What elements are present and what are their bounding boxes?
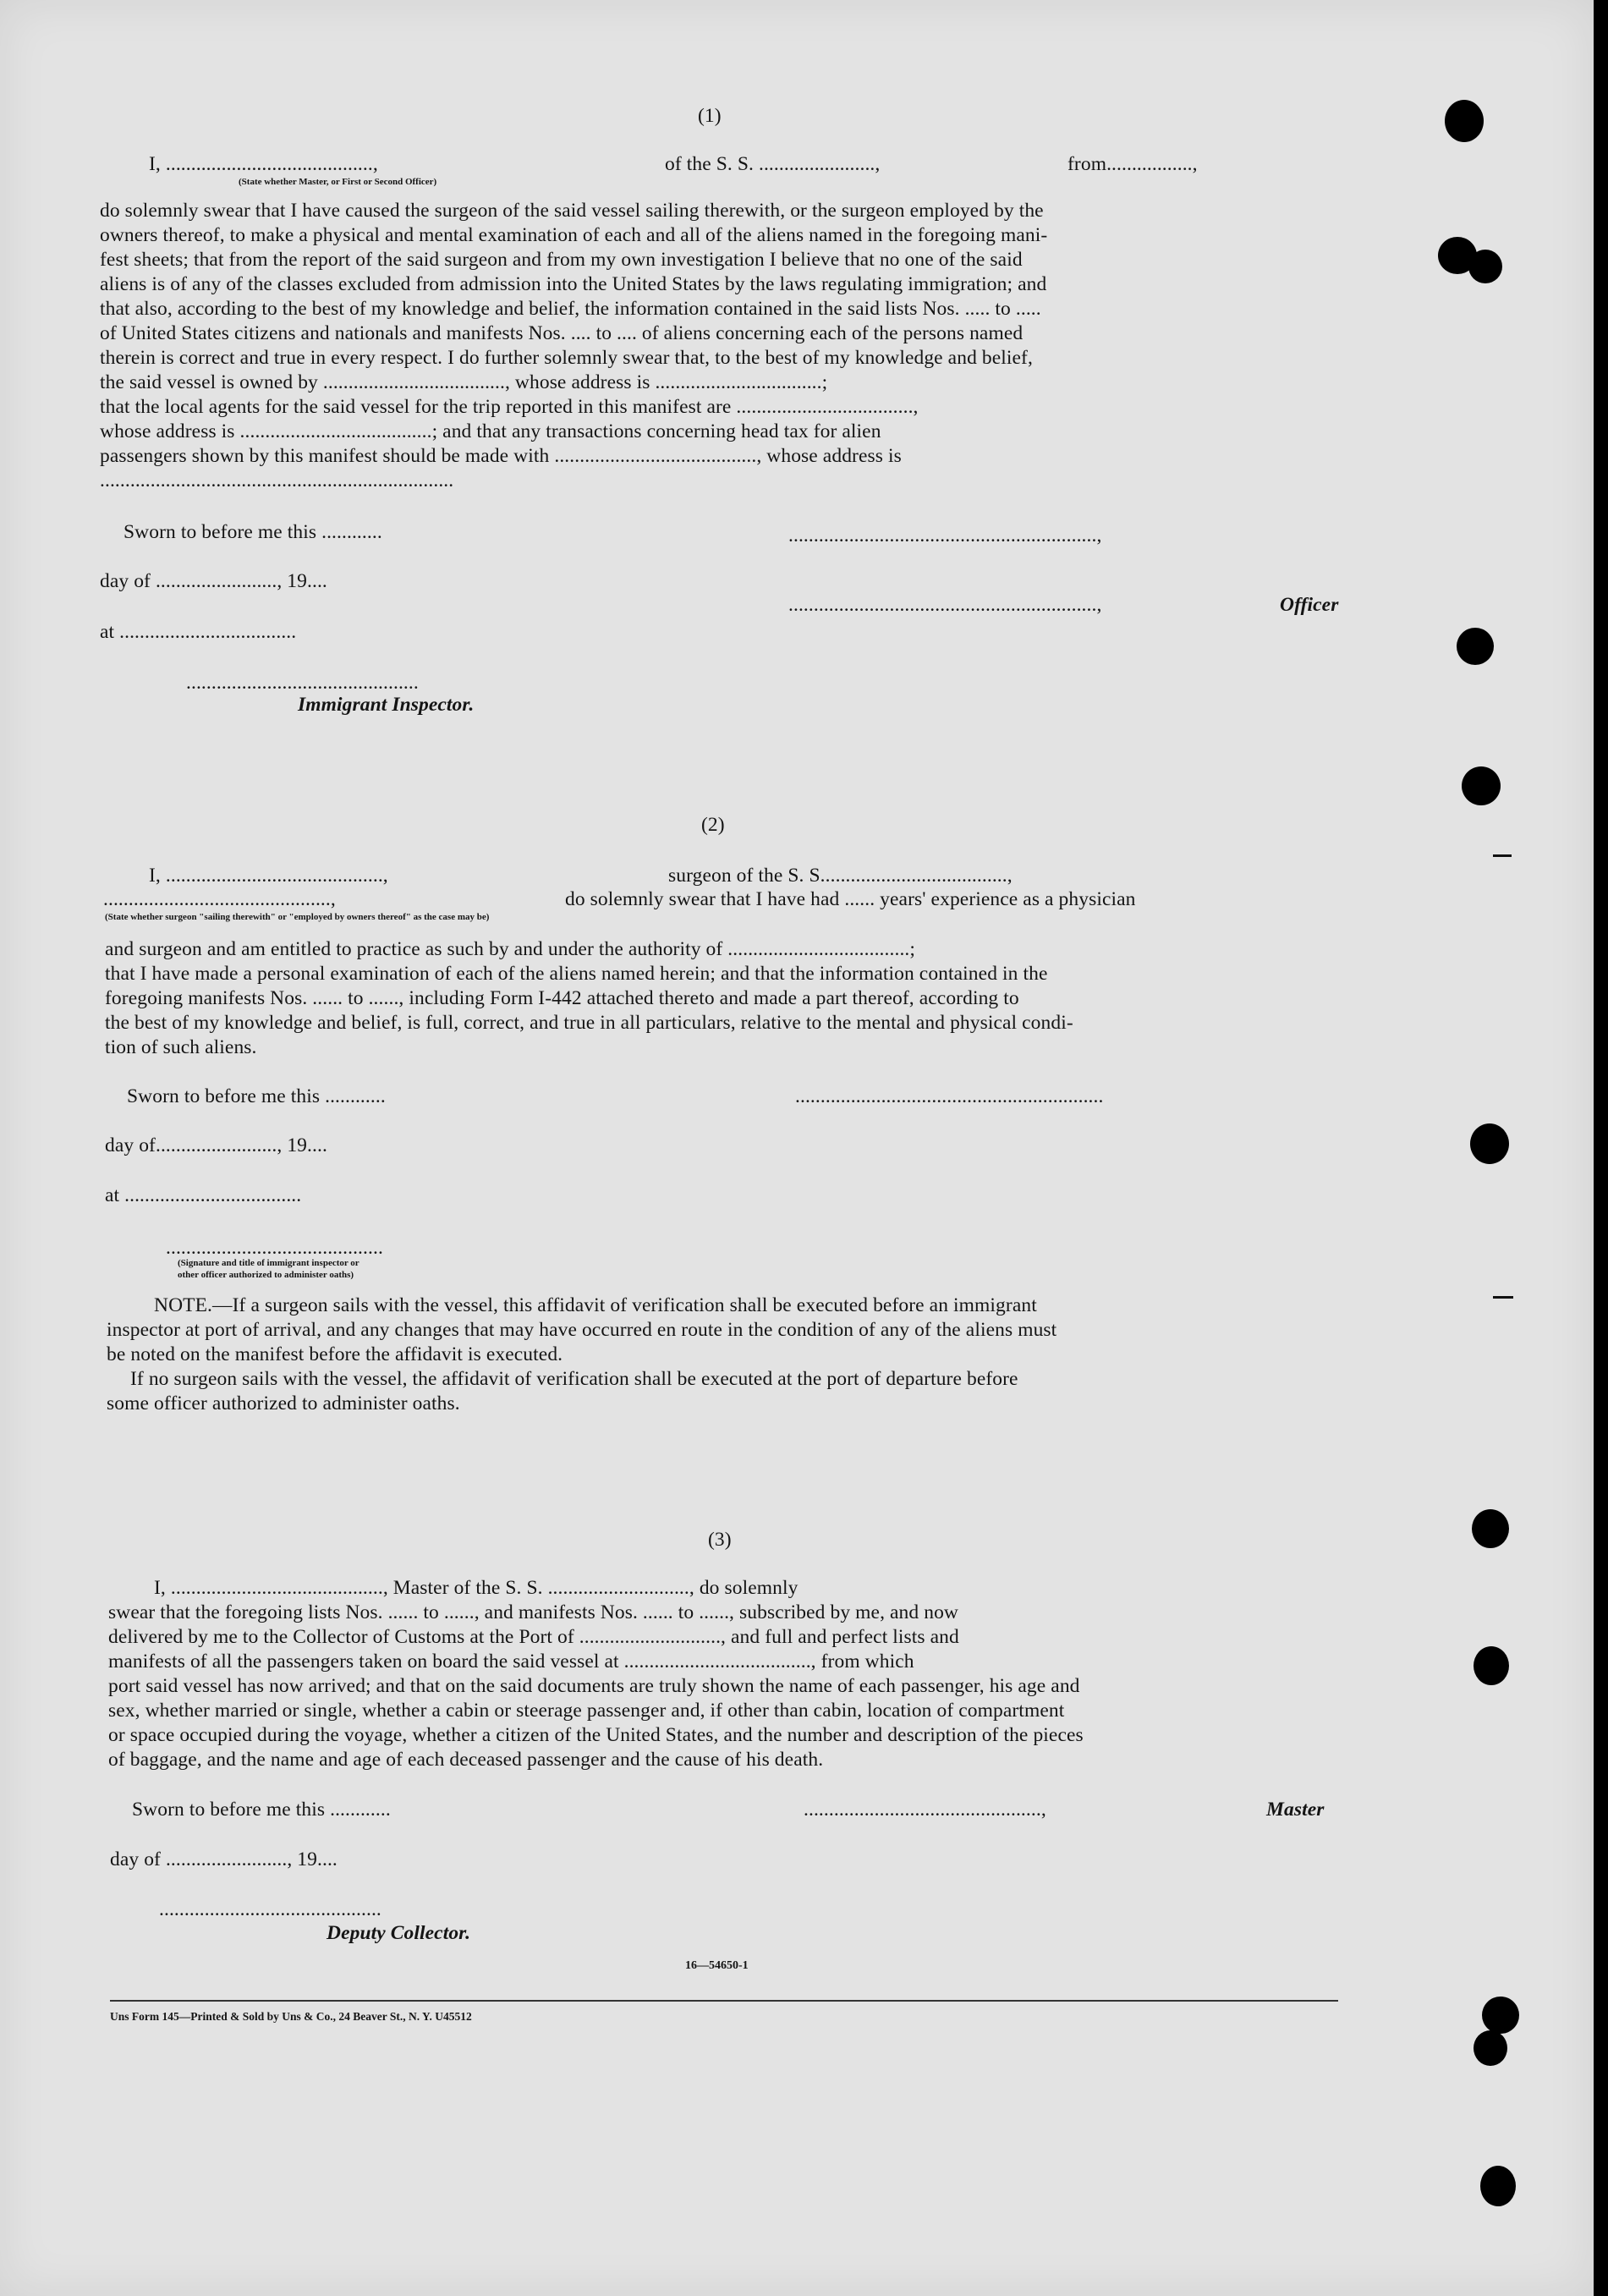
s1-text-line: ...................................................................... <box>100 470 454 492</box>
s1-text-line: fest sheets; that from the report of the said surgeon and from my own investigation I believe that no one of the said <box>100 249 1023 271</box>
s2-at: at ................................... <box>105 1184 302 1206</box>
edge-mark <box>1493 1296 1513 1299</box>
s2-text-line: tion of such aliens. <box>105 1036 257 1058</box>
s1-at: at ................................... <box>100 621 297 643</box>
s1-line-officer: I, ........................................., <box>149 153 378 175</box>
s2-note-line: be noted on the manifest before the affidavit is executed. <box>107 1343 563 1365</box>
punch-hole <box>1472 1509 1509 1548</box>
s2-status-note: (State whether surgeon "sailing therewith" or "employed by owners thereof" as the case may be) <box>105 912 490 922</box>
punch-hole <box>1457 628 1494 665</box>
s1-sworn: Sworn to before me this ............ <box>123 521 382 543</box>
footer-rule <box>110 2000 1338 2002</box>
punch-hole <box>1462 766 1501 805</box>
form-code: 16—54650-1 <box>685 1959 749 1972</box>
s1-day: day of ........................, 19.... <box>100 570 327 592</box>
s2-text-line: the best of my knowledge and belief, is full, correct, and true in all particulars, relative to the mental and physical condi- <box>105 1012 1073 1034</box>
s2-day: day of........................, 19.... <box>105 1134 327 1156</box>
s3-collector-signature-line: ............................................ <box>159 1898 381 1920</box>
s3-text-line: I, .........................................., Master of the S. S. ............................, do solemnly <box>154 1577 799 1599</box>
punch-hole <box>1445 100 1484 142</box>
s2-sworn: Sworn to before me this ............ <box>127 1085 386 1107</box>
s1-text-line: the said vessel is owned by ...................................., whose address is .................................; <box>100 371 828 393</box>
s3-text-line: sex, whether married or single, whether a cabin or steerage passenger and, if other than cabin, location of compartment <box>108 1700 1065 1722</box>
s2-note-line: some officer authorized to administer oaths. <box>107 1392 460 1414</box>
punch-hole <box>1474 1646 1509 1685</box>
s2-line-surgeon: I, ..........................................., <box>149 865 388 887</box>
s2-text-line: foregoing manifests Nos. ...... to ......, including Form I-442 attached thereto and made a part thereof, according to <box>105 987 1019 1009</box>
s3-text-line: delivered by me to the Collector of Customs at the Port of ............................, and full and perfect lists and <box>108 1626 959 1648</box>
s1-officer-label: Officer <box>1280 594 1339 616</box>
s1-line-vessel: of the S. S. ......................., <box>665 153 881 175</box>
s1-text-line: of United States citizens and nationals and manifests Nos. .... to .... of aliens concerning each of the persons named <box>100 322 1024 344</box>
s1-text-line: passengers shown by this manifest should be made with ........................................, whose address is <box>100 445 902 467</box>
s1-line-from: from................., <box>1067 153 1198 175</box>
s3-collector-label: Deputy Collector. <box>327 1922 471 1944</box>
s1-text-line: owners thereof, to make a physical and mental examination of each and all of the aliens named in the foregoing mani- <box>100 224 1048 246</box>
punch-hole <box>1468 250 1502 283</box>
s3-day: day of ........................, 19.... <box>110 1848 338 1870</box>
s1-text-line: that also, according to the best of my knowledge and belief, the information contained in the said lists Nos. ..... to ..... <box>100 298 1041 320</box>
s1-text-line: do solemnly swear that I have caused the surgeon of the said vessel sailing therewith, or the surgeon employed by the <box>100 200 1044 222</box>
s1-officer-signature-line: ............................................................., <box>788 594 1102 616</box>
s1-inspector-signature-line: .............................................. <box>186 672 419 694</box>
s1-text-line: aliens is of any of the classes excluded from admission into the United States by the laws regulating immigration; and <box>100 273 1047 295</box>
s1-officer-signature-line: ............................................................., <box>788 525 1102 547</box>
s3-text-line: or space occupied during the voyage, whether a citizen of the United States, and the number and description of the pieces <box>108 1724 1084 1746</box>
section-2-number: (2) <box>701 814 725 836</box>
s2-line-vessel: surgeon of the S. S....................................., <box>668 865 1013 887</box>
s2-text-line: that I have made a personal examination of each of the aliens named herein; and that the information contained in the <box>105 963 1048 985</box>
section-1-number: (1) <box>698 105 722 127</box>
s3-text-line: port said vessel has now arrived; and that on the said documents are truly shown the name of each passenger, his age and <box>108 1675 1080 1697</box>
s1-officer-note: (State whether Master, or First or Second Officer) <box>239 177 437 187</box>
s2-line-status: ............................................., <box>103 888 336 910</box>
s2-note-line: NOTE.—If a surgeon sails with the vessel, this affidavit of verification shall be executed before an immigrant <box>154 1294 1037 1316</box>
punch-hole <box>1482 1997 1519 2034</box>
punch-hole <box>1474 2030 1507 2066</box>
s2-note-line: inspector at port of arrival, and any changes that may have occurred en route in the condition of any of the aliens must <box>107 1319 1057 1341</box>
s3-text-line: swear that the foregoing lists Nos. ...... to ......, and manifests Nos. ...... to ......, subscribed by me, and now <box>108 1601 958 1623</box>
s2-text-line: and surgeon and am entitled to practice as such by and under the authority of ....................................; <box>105 938 916 960</box>
s3-text-line: of baggage, and the name and age of each deceased passenger and the cause of his death. <box>108 1749 824 1771</box>
s1-inspector-label: Immigrant Inspector. <box>298 694 475 716</box>
s2-line-experience: do solemnly swear that I have had ...... years' experience as a physician <box>565 888 1136 910</box>
s1-text-line: therein is correct and true in every respect. I do further solemnly swear that, to the best of my knowledge and belief, <box>100 347 1033 369</box>
punch-hole <box>1470 1123 1509 1164</box>
punch-hole <box>1480 2166 1516 2206</box>
s1-text-line: whose address is ......................................; and that any transactions concerning head tax for alien <box>100 420 881 442</box>
s3-master-signature-line: ..............................................., <box>804 1799 1046 1821</box>
s1-text-line: that the local agents for the said vessel for the trip reported in this manifest are ..................................., <box>100 396 919 418</box>
s2-inspector-signature-line: ........................................... <box>166 1237 383 1259</box>
s2-inspector-note: (Signature and title of immigrant inspector or <box>178 1258 359 1268</box>
s3-sworn: Sworn to before me this ............ <box>132 1799 391 1821</box>
section-3-number: (3) <box>708 1529 732 1551</box>
printer-footer: Uns Form 145—Printed & Sold by Uns & Co., 24 Beaver St., N. Y. U45512 <box>110 2010 472 2023</box>
s3-text-line: manifests of all the passengers taken on board the said vessel at ....................................., from which <box>108 1651 914 1673</box>
edge-mark <box>1493 854 1512 857</box>
s3-master-label: Master <box>1266 1799 1325 1821</box>
s2-surgeon-signature-line: ............................................................. <box>795 1085 1104 1107</box>
s2-inspector-note: other officer authorized to administer oaths) <box>178 1270 354 1280</box>
s2-note-line: If no surgeon sails with the vessel, the affidavit of verification shall be executed at the port of departure before <box>130 1368 1018 1390</box>
